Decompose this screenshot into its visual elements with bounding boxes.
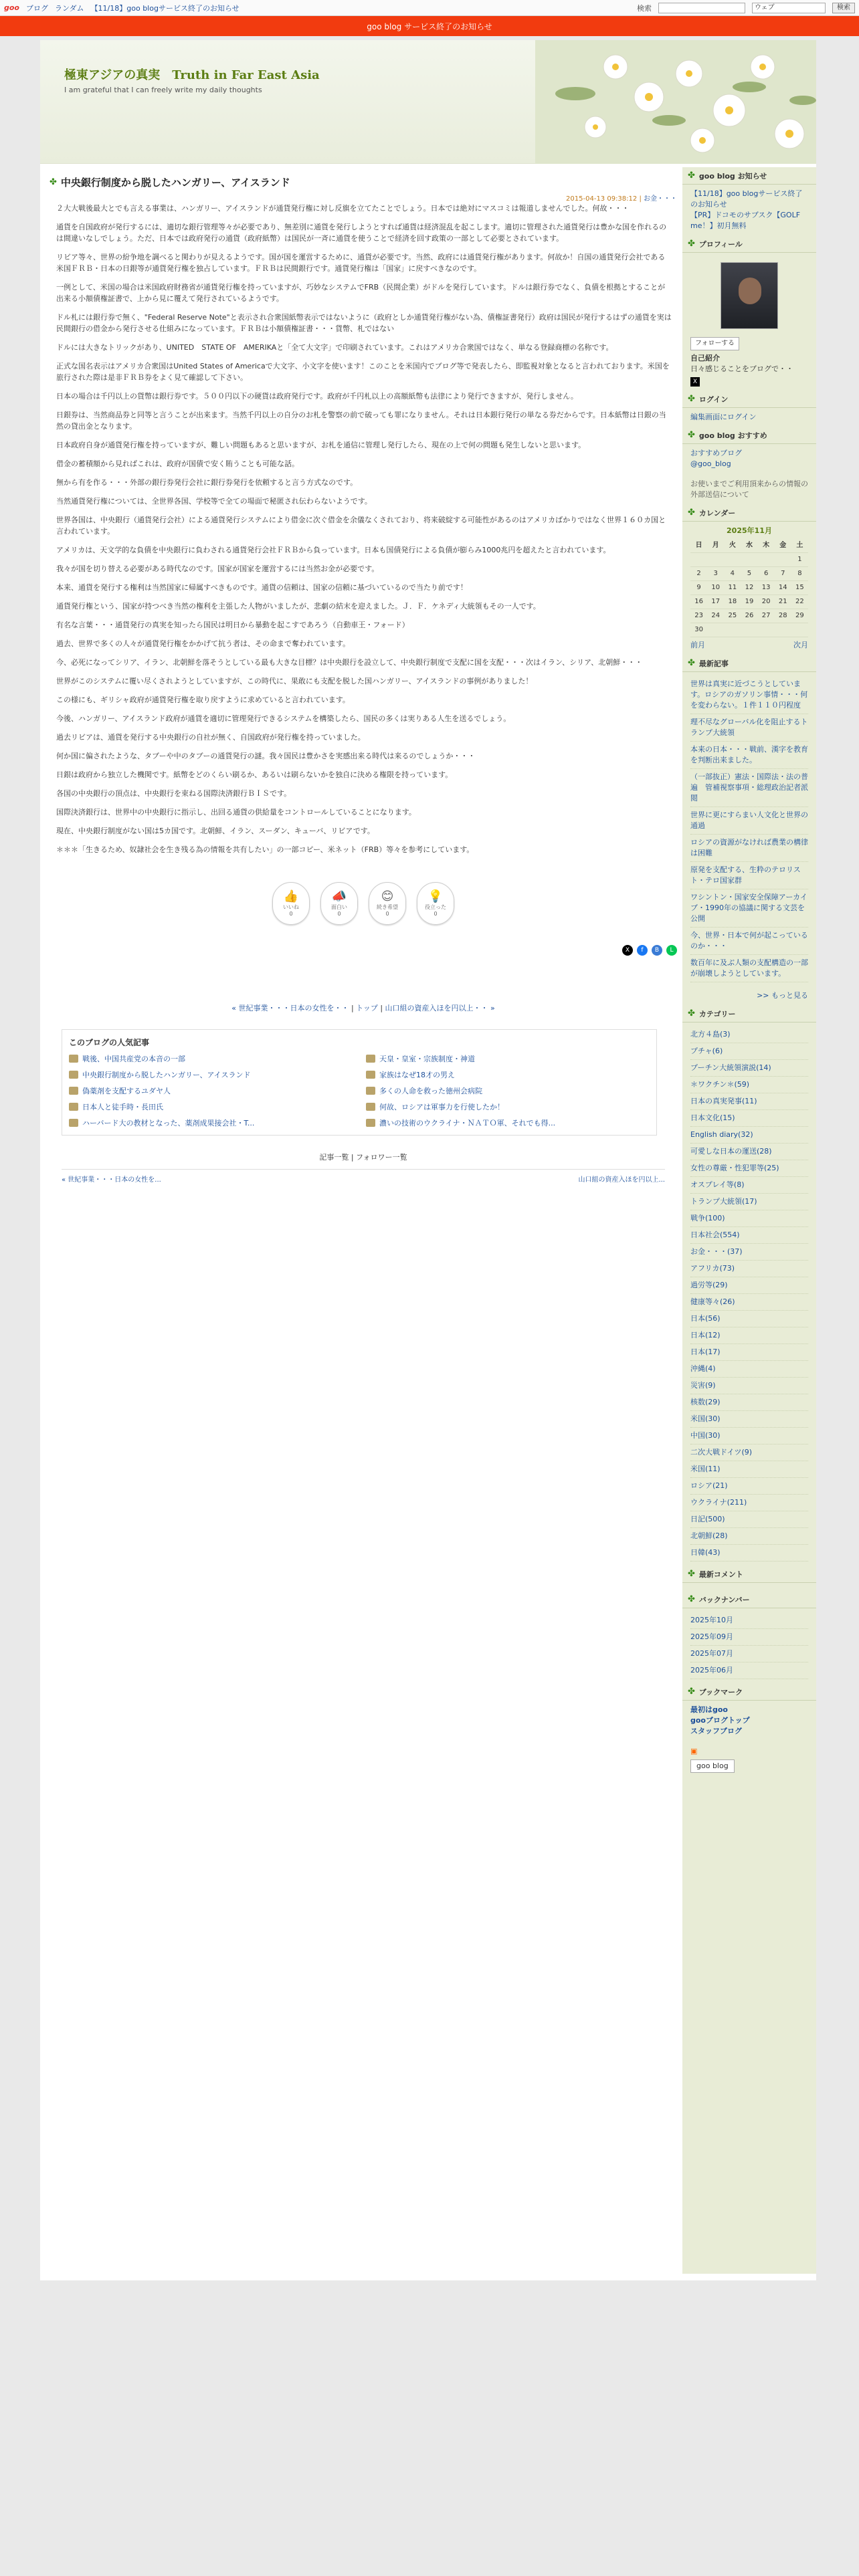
footer-links[interactable]: 記事一覧 | フォロワー一覧	[319, 1153, 407, 1162]
calendar-week	[690, 581, 808, 595]
calendar-day[interactable]: 17	[707, 595, 724, 609]
calendar-day[interactable]: 4	[724, 567, 741, 581]
popular-item[interactable]	[366, 1053, 650, 1064]
popular-item[interactable]	[69, 1069, 353, 1080]
search-scope-select[interactable]: ウェブ	[752, 3, 826, 13]
post-paragraph: 世界がこのシステムに覆い尽くされようとしていますが、この時代に、果敢にも支配を脱した国ハンガリー、アイスランドの事例がありました！	[56, 677, 533, 685]
reaction-button[interactable]	[417, 882, 454, 925]
recent-more-link[interactable]: >> もっと見る	[757, 991, 808, 1000]
profile-section	[682, 253, 816, 391]
sidebar-heading-bookmark	[682, 1683, 816, 1701]
bookmark-link[interactable]: スタッフブログ	[690, 1727, 742, 1735]
category-link[interactable]: ウクライナ(211)	[690, 1495, 808, 1511]
sidebar-heading-recommend	[682, 427, 816, 444]
calendar-day[interactable]: 11	[724, 581, 741, 595]
calendar-day[interactable]: 13	[758, 581, 775, 595]
reaction-count: 0	[385, 911, 389, 917]
post-paragraph: 現在、中央銀行制度がない国は5カ国です。北朝鮮、イラン、スーダン、キューバ、リビアです。	[56, 827, 375, 835]
popular-articles	[62, 1029, 657, 1136]
heading-text: ログイン	[698, 395, 729, 404]
calendar-weekday: 火	[724, 539, 741, 553]
calendar-days	[690, 553, 808, 637]
popular-item-link[interactable]: 中央銀行制度から脱したハンガリー、アイスランド	[82, 1071, 251, 1079]
share-buttons	[45, 945, 681, 956]
clover-icon: ✤	[688, 1687, 695, 1697]
popular-item[interactable]	[366, 1101, 650, 1112]
facebook-share-icon[interactable]: f	[637, 945, 648, 956]
clover-icon: ✤	[688, 508, 695, 518]
calendar-day[interactable]: 28	[775, 609, 791, 623]
follow-button[interactable]: フォローする	[690, 337, 739, 350]
backnumber-link[interactable]: 2025年09月	[690, 1629, 808, 1646]
reaction-button[interactable]	[369, 882, 406, 925]
post-paragraph: 日銀は政府から独立した機関です。紙幣をどのくらい刷るか、あるいは刷らないかを独自に決める権限を持っています。	[56, 770, 453, 779]
footer-prev-link[interactable]: « 世紀事業・・・日本の女性を...	[62, 1176, 161, 1184]
sidebar-heading-profile	[682, 235, 816, 253]
thumbnail-icon	[69, 1087, 78, 1095]
calendar-day[interactable]: 27	[758, 609, 775, 623]
popular-item[interactable]	[69, 1085, 353, 1096]
calendar-day[interactable]: 9	[690, 581, 707, 595]
popular-item-link[interactable]: 天皇・皇室・宗族制度・神道	[379, 1055, 475, 1063]
thumbnail-icon	[366, 1119, 375, 1127]
backnumber-list	[682, 1608, 816, 1683]
reaction-icon: 👍	[283, 889, 299, 903]
notice-item[interactable]: 【11/18】goo blogサービス終了のお知らせ	[690, 189, 803, 209]
recent-article-link[interactable]: ロシアの資源がなければ農業の構律は困難	[690, 835, 808, 862]
clover-icon: ✤	[688, 239, 695, 249]
search-button[interactable]: 検索	[832, 3, 855, 13]
post-paragraph: 正式な国名表示はアメリカ合衆国はUnited States of Americaで大文字、小文字を使います！このことを米国内でブログ等で発表したら、即監視対象となると言われております。米国を旅行された際は是非ＦＲＢ券をよく見て確認して下さい。	[56, 362, 670, 382]
heading-text: ブックマーク	[698, 1687, 743, 1697]
calendar-weekday: 金	[775, 539, 791, 553]
reaction-label: 続き希望	[377, 904, 398, 910]
reaction-label: 面白い	[331, 904, 347, 910]
topbar-link-random[interactable]: ランダム	[55, 3, 84, 13]
calendar-weekday: 月	[707, 539, 724, 553]
calendar-day[interactable]: 3	[707, 567, 724, 581]
category-link[interactable]: 日本(17)	[690, 1344, 808, 1361]
post-paragraph: 過去、世界で多くの人々が通貨発行権をかかげて抗う者は、その命まで奪われています。	[56, 639, 351, 648]
reaction-count: 0	[434, 911, 438, 917]
line-share-icon[interactable]: L	[666, 945, 677, 956]
popular-item-link[interactable]: 偽薬剤を支配するユダヤ人	[82, 1087, 171, 1095]
calendar	[682, 522, 816, 655]
sidebar-heading-category	[682, 1005, 816, 1023]
thumbnail-icon	[366, 1103, 375, 1111]
post-paragraph: 無から有を作る・・・外部の銀行券発行会社に銀行券発行を依頼すると言う方式なのです。	[56, 478, 358, 487]
sidebar-heading-login	[682, 391, 816, 408]
calendar-week	[690, 609, 808, 623]
thumbnail-icon	[366, 1055, 375, 1063]
recommend-section	[682, 444, 816, 504]
footer-next-link[interactable]: 山口組の資産入ほを円以上...	[578, 1176, 665, 1184]
recent-article-link[interactable]: 世界に更にすらまい人文化と世界の通過	[690, 807, 808, 835]
category-link[interactable]: 北方４島(3)	[690, 1027, 808, 1043]
post-paragraph: 本来、通貨を発行する権利は当然国家に帰属すべきものです。通貨の信頼は、国家の信頼に基づいているので当たり前です！	[56, 583, 468, 592]
post-paragraph: 過去リビアは、通貨を発行する中央銀行の自社が無く、自国政府が発行権を持っていました。	[56, 733, 365, 742]
calendar-day[interactable]: 14	[775, 581, 791, 595]
post-title[interactable]: 中央銀行制度から脱したハンガリー、アイスランド	[60, 176, 290, 189]
post-header	[50, 174, 681, 190]
calendar-day[interactable]: 29	[791, 609, 808, 623]
heading-text: カレンダー	[698, 508, 736, 518]
header-flower-image	[535, 40, 816, 164]
bookmark-section	[682, 1701, 816, 1780]
recent-article-link[interactable]: 世界は真実に近づこうとしています。ロシアのガソリン事情・・・何を変わらない。１件１１０円程度	[690, 676, 808, 714]
category-link[interactable]: 日本社会(554)	[690, 1227, 808, 1244]
calendar-day[interactable]: 19	[741, 595, 757, 609]
post-paragraph: 通貨発行権という、国家が持つべき当然の権利を主張した人物がいましたが、悲劇の結末を迎えました。Ｊ．Ｆ．ケネディ大統領もその一人です。	[56, 602, 541, 611]
reaction-buttons	[45, 882, 681, 925]
topbar-link-blog[interactable]: ブログ	[26, 3, 48, 13]
reaction-label: 役立った	[425, 904, 446, 910]
category-link[interactable]: 中国(30)	[690, 1428, 808, 1444]
heading-text: カテゴリー	[698, 1009, 736, 1018]
heading-text: 最新記事	[698, 659, 729, 668]
notice-list	[682, 185, 816, 235]
backnumber-link[interactable]: 2025年07月	[690, 1646, 808, 1662]
clover-icon: ✤	[688, 658, 695, 668]
calendar-month: 2025年11月	[727, 526, 772, 535]
self-intro-text: 日々感じることをブログで・・	[690, 364, 793, 373]
popular-title: このブログの人気記事	[69, 1038, 150, 1047]
calendar-nav	[690, 640, 808, 651]
calendar-day	[775, 553, 791, 567]
calendar-day	[775, 623, 791, 637]
calendar-day	[707, 623, 724, 637]
post-paragraph: 通貨を自国政府が発行するには、適切な銀行管理等々が必要であり、無差別に通貨を発行しようとすれば通貨は経済混乱を起こします。適切に管理された通貨発行は豊かな国を作れるのは間違いなしでしょう。ただ、日本では政府発行の通貨（政府紙幣）は国民が一斉に通貨を使うことで経済を回す政策の一部として必要とされています。	[56, 223, 667, 243]
category-link[interactable]: 日本(56)	[690, 1311, 808, 1327]
sidebar-heading-notice	[682, 167, 816, 185]
goo-logo[interactable]: goo	[4, 3, 19, 12]
recent-article-link[interactable]: 数百年に及ぶ人類の支配構造の一部が崩壊しようとしています。	[690, 955, 808, 982]
popular-item-link[interactable]: 濃いの技術のウクライナ・ＮＡＴＯ軍、それでも得...	[379, 1119, 556, 1128]
clover-icon: ✤	[688, 1569, 695, 1579]
category-list	[682, 1023, 816, 1566]
calendar-weekday: 日	[690, 539, 707, 553]
calendar-day[interactable]: 15	[791, 581, 808, 595]
recent-article-link[interactable]: 今、世界・日本で何が起こっているのか・・・	[690, 928, 808, 955]
ad-notice[interactable]: お使いまでご利用頂来からの情報の外部送信について	[690, 479, 808, 499]
category-link[interactable]: 日本(12)	[690, 1327, 808, 1344]
clover-icon: ✤	[688, 171, 695, 181]
reaction-button[interactable]	[320, 882, 358, 925]
goo-blog-badge[interactable]: goo blog	[690, 1759, 735, 1773]
backnumber-link[interactable]: 2025年06月	[690, 1662, 808, 1679]
post-paragraph: 国際決済銀行は、世界中の中央銀行に指示し、出回る通貨の供給量をコントロールしていることになります。	[56, 808, 416, 817]
calendar-prev[interactable]: 前月	[690, 641, 705, 649]
calendar-day	[690, 553, 707, 567]
calendar-table	[690, 539, 808, 637]
calendar-day	[724, 623, 741, 637]
login-section	[682, 408, 816, 427]
post-paragraph: 一例として、米国の場合は米国政府財務省が通貨発行権を持っていますが、巧妙なシステムでFRB（民間企業）がドルを発行しています。ドルは銀行券でなく、負債を根拠とすることが出来る小額債権証書で、上から見に覆えて発行されているようです。	[56, 283, 666, 303]
notice-item[interactable]: 【PR】ドコモのサブスク【GOLF me！】初月無料	[690, 211, 801, 230]
post-paragraph: 今、必死になってシリア、イラン、北朝鮮を落そうとしている最も大きな目標？は中央銀行を設立して、中央銀行制度で支配に国を支配・・・次はイラン、シリア、北朝鮮・・・	[56, 658, 643, 667]
popular-item[interactable]	[69, 1101, 353, 1112]
category-link[interactable]: 災害(9)	[690, 1378, 808, 1394]
search-input[interactable]	[658, 3, 745, 13]
search-label: 検索	[637, 3, 652, 13]
popular-item-link[interactable]: 戦後、中国共産党の本音の一部	[82, 1055, 185, 1063]
self-intro-label: 自己紹介	[690, 354, 720, 362]
calendar-weekday: 水	[741, 539, 757, 553]
calendar-day[interactable]: 16	[690, 595, 707, 609]
sidebar-heading-comments	[682, 1566, 816, 1583]
post-paragraph: 何か国に偏されたような、タブーや中のタブーの通貨発行の謎。我々国民は豊かさを実感出来る時代は来るのでしょうか・・・	[56, 752, 476, 760]
calendar-day	[741, 623, 757, 637]
calendar-day[interactable]: 24	[707, 609, 724, 623]
category-link[interactable]: プーチン大統領演説(14)	[690, 1060, 808, 1077]
sidebar-heading-recent	[682, 655, 816, 672]
backnumber-link[interactable]: 2025年10月	[690, 1612, 808, 1629]
category-link[interactable]: 女性の尊厳・性犯罪等(25)	[690, 1160, 808, 1177]
popular-item[interactable]	[366, 1069, 650, 1080]
calendar-day[interactable]: 26	[741, 609, 757, 623]
thumbnail-icon	[366, 1071, 375, 1079]
category-link[interactable]: プチャ(6)	[690, 1043, 808, 1060]
category-link[interactable]: 日本の真実発事(11)	[690, 1093, 808, 1110]
thumbnail-icon	[69, 1071, 78, 1079]
post-date: 2015-04-13 09:38:12	[566, 195, 638, 203]
calendar-day	[707, 553, 724, 567]
calendar-day[interactable]: 22	[791, 595, 808, 609]
calendar-day[interactable]: 1	[791, 553, 808, 567]
category-link[interactable]: ロシア(21)	[690, 1478, 808, 1495]
category-link[interactable]: ＊ワクチン＊(59)	[690, 1077, 808, 1093]
top-link[interactable]: トップ	[356, 1004, 378, 1012]
recent-article-link[interactable]: 理不尽なグローバル化を阻止するトランプ大統領	[690, 714, 808, 742]
reaction-count: 0	[289, 911, 293, 917]
calendar-day[interactable]: 5	[741, 567, 757, 581]
category-link[interactable]: English diary(32)	[690, 1127, 808, 1144]
calendar-day[interactable]: 12	[741, 581, 757, 595]
reaction-icon: 😊	[381, 889, 394, 903]
category-link[interactable]: 北朝鮮(28)	[690, 1528, 808, 1545]
category-link[interactable]: 日記(500)	[690, 1511, 808, 1528]
calendar-day[interactable]: 20	[758, 595, 775, 609]
popular-item-link[interactable]: 何故、ロシアは軍事力を行使したか！	[379, 1103, 504, 1111]
popular-item[interactable]	[366, 1085, 650, 1096]
thumbnail-icon	[69, 1055, 78, 1063]
blog-title[interactable]: 極東アジアの真実 Truth in Far East Asia	[64, 68, 320, 82]
page-container	[40, 40, 816, 2280]
goo-blog-x-link[interactable]: @goo_blog	[690, 459, 731, 468]
clover-icon: ✤	[688, 1594, 695, 1604]
heading-text: 最新コメント	[698, 1570, 743, 1579]
popular-item-link[interactable]: 家族はなぜ18才の男え	[379, 1071, 455, 1079]
popular-item[interactable]	[69, 1117, 353, 1128]
post-paragraph: 我々が国を切り替える必要がある時代なのです。国家が国家を運営するには当然お金が必要です。	[56, 564, 379, 573]
post-paragraph: ドル札には銀行券で無く、"Federal Reserve Note"と表示され合衆国紙幣表示ではないように（政府としか通貨発行権がない為、債権証書発行）政府は国民が発行するはずの通貨を実は民間銀行の借金から発行させる仕組みになっています。ＦＲＢは小額債権証書・・・貨幣、札ではない	[56, 313, 672, 333]
calendar-day[interactable]: 30	[690, 623, 707, 637]
bookmark-link[interactable]: 最初はgoo	[690, 1705, 728, 1714]
category-link[interactable]: 日韓(43)	[690, 1545, 808, 1562]
post-paragraph: 借金の蓄積額から見ればこれは、政府が国債で安く賄うことも可能な話。	[56, 459, 299, 468]
heading-text: goo blog お知らせ	[698, 171, 767, 181]
calendar-week	[690, 623, 808, 637]
reaction-count: 0	[337, 911, 341, 917]
popular-item-link[interactable]: 多くの人命を救った徳州会病院	[379, 1087, 482, 1095]
next-post-link[interactable]: 山口組の資産入ほを円以上・・ »	[385, 1004, 495, 1012]
main-content	[45, 174, 681, 1184]
sidebar	[682, 167, 816, 2274]
calendar-day	[758, 553, 775, 567]
category-link[interactable]: 米国(30)	[690, 1411, 808, 1428]
calendar-day[interactable]: 10	[707, 581, 724, 595]
calendar-week	[690, 553, 808, 567]
calendar-day[interactable]: 18	[724, 595, 741, 609]
blog-header	[40, 40, 816, 164]
category-link[interactable]: 日本文化(15)	[690, 1110, 808, 1127]
category-link[interactable]: 可愛しな日本の運送(28)	[690, 1144, 808, 1160]
hatena-share-icon[interactable]: B	[652, 945, 662, 956]
category-link[interactable]: オスプレイ等(8)	[690, 1177, 808, 1194]
category-link[interactable]: 沖縄(4)	[690, 1361, 808, 1378]
calendar-day	[791, 623, 808, 637]
calendar-day[interactable]: 21	[775, 595, 791, 609]
recent-article-link[interactable]: ワシントン・国家安全保障アーカイブ・1990年の協議に関する文芸を公開	[690, 889, 808, 928]
login-link[interactable]: 編集画面にログイン	[690, 413, 757, 421]
recent-articles	[682, 672, 816, 986]
bookmark-link[interactable]: gooブログトップ	[690, 1716, 750, 1725]
post-meta: 2015-04-13 09:38:12 | お金・・・	[566, 195, 677, 203]
post-paragraph: 日銀券は、当然商品券と同等と言うことが出来ます。当然千円以上の自分のお札を警察の前で破っても罪になりません。それは日本銀行発行の単なる券だからです。日本紙幣は日銀の当然の貸出金となります。	[56, 411, 666, 431]
topbar-link-notice[interactable]: 【11/18】goo blogサービス終了のお知らせ	[90, 3, 240, 13]
recent-article-link[interactable]: （一部抜正）憲法・国際法・法の普遍 管補視察事項・総理政治記者派閲	[690, 769, 808, 807]
heading-text: バックナンバー	[698, 1595, 750, 1604]
category-link[interactable]: アフリカ(73)	[690, 1261, 808, 1277]
calendar-next[interactable]: 次月	[793, 641, 808, 649]
popular-item-link[interactable]: ハーバード大の教材となった、薬剤成果接会社・T...	[82, 1119, 255, 1128]
clover-icon: ✤	[50, 177, 57, 187]
thumbnail-icon	[366, 1087, 375, 1095]
thumbnail-icon	[69, 1103, 78, 1111]
calendar-weekday: 木	[758, 539, 775, 553]
calendar-day[interactable]: 6	[758, 567, 775, 581]
reaction-icon: 📣	[331, 889, 347, 903]
sidebar-heading-backnumber	[682, 1591, 816, 1608]
top-navigation-bar	[0, 0, 859, 16]
post-paragraph: この様にも、ギリシャ政府が通貨発行権を取り戻すように求めていると言われています。	[56, 695, 350, 704]
category-link[interactable]: お金・・・(37)	[690, 1244, 808, 1261]
post-paragraph: 日本政府自身が通貨発行権を持っていますが、難しい問題もあると思いますが、お札を通信に管理し発行したら、現在の上で何の問題も発生しないと思います。	[56, 441, 586, 449]
category-link[interactable]: 米国(11)	[690, 1461, 808, 1478]
calendar-weekdays	[690, 539, 808, 553]
clover-icon: ✤	[688, 1008, 695, 1018]
post-paragraph: 世界各国は、中央銀行（通貨発行会社）による通貨発行システムにより借金に次ぐ借金を余儀なくされており、将来破綻する可能性があるのはアメリカばかりではなく世界１６０カ国と言われています。	[56, 516, 666, 536]
popular-item-link[interactable]: 日本人と徒手時・長田氏	[82, 1103, 163, 1111]
blog-tagline: I am grateful that I can freely write my daily thoughts	[64, 86, 262, 94]
reaction-button[interactable]	[272, 882, 310, 925]
reaction-icon: 💡	[427, 889, 444, 903]
post-paragraph: 有名な言葉・・・通貨発行の真実を知ったら国民は明日から暴動を起こすであろう（自動車王・フォード）	[56, 621, 409, 629]
prev-post-link[interactable]: « 世紀事業・・・日本の女性を・・	[231, 1004, 349, 1012]
announcement-link[interactable]: goo blog サービス終了のお知らせ	[367, 21, 492, 31]
footer-pager	[62, 1169, 665, 1184]
category-link[interactable]: 過労等(29)	[690, 1277, 808, 1294]
post-paragraph: ＊＊＊「生きるため、奴隷社会を生き残る為の情報を共有したい」の一部コピー、米ネット（FRB）等々を参考にしています。	[56, 845, 474, 854]
post-category-link[interactable]: お金・・・	[644, 195, 677, 203]
post-paragraph: ２大大戦後最大とでも言える事業は、ハンガリー、アイスランドが通貨発行権に対し反旗を立てたことでしょう。日本では絶対にマスコミは報道しませんでした。何故・・・	[56, 204, 630, 213]
rss-icon[interactable]: ▣	[690, 1747, 698, 1755]
calendar-weekday: 土	[791, 539, 808, 553]
announcement-bar	[0, 16, 859, 36]
comments-section	[682, 1583, 816, 1591]
x-share-icon[interactable]: X	[622, 945, 633, 956]
x-icon[interactable]: X	[690, 377, 700, 387]
calendar-day[interactable]: 23	[690, 609, 707, 623]
popular-list	[69, 1053, 650, 1128]
category-link[interactable]: 健康等々(26)	[690, 1294, 808, 1311]
category-link[interactable]: 核数(29)	[690, 1394, 808, 1411]
post-paragraph: 今後、ハンガリー、アイスランド政府が通貨を適切に管理発行できるシステムを構築したら、国民の多くは実りある人生を送るでしょう。	[56, 714, 511, 723]
category-link[interactable]: トランプ大統領(17)	[690, 1194, 808, 1210]
thumbnail-icon	[69, 1119, 78, 1127]
post-navigation: « 世紀事業・・・日本の女性を・・ | トップ | 山口組の資産入ほを円以上・・ »	[231, 1004, 495, 1012]
post-paragraph: 当然通貨発行権については、全世界各国、学校等で全ての場面で秘匿され伝わらないようです。	[56, 497, 372, 506]
avatar[interactable]	[721, 262, 778, 329]
calendar-day[interactable]: 2	[690, 567, 707, 581]
heading-text: プロフィール	[698, 239, 743, 249]
reaction-label: いいね	[283, 904, 299, 910]
category-link[interactable]: 二次大戦ドイツ(9)	[690, 1444, 808, 1461]
calendar-day	[741, 553, 757, 567]
heading-text: goo blog おすすめ	[698, 431, 767, 440]
post-paragraph: 日本の場合は千円以上の貨幣は銀行券です。５００円以下の硬貨は政府発行です。政府が千円札以上の高額紙幣も法律により発行できますが、発行しません。	[56, 392, 578, 401]
calendar-week	[690, 595, 808, 609]
calendar-day[interactable]: 8	[791, 567, 808, 581]
calendar-day[interactable]: 7	[775, 567, 791, 581]
clover-icon: ✤	[688, 394, 695, 404]
calendar-day[interactable]: 25	[724, 609, 741, 623]
sidebar-heading-calendar	[682, 504, 816, 522]
popular-item[interactable]	[69, 1053, 353, 1064]
post-paragraph: リビア等々、世界の紛争地を調べると関わりが見えるようです。国が国を運営するために、通貨が必要です。当然、政府には通貨発行権があります。何故か！自国の通貨発行会社である米国ＦＲＢ・日本の日銀等が通貨発行権を独占しています。ＦＲＢは民間銀行です。通貨発行権は「国家」に戻すべきなのです。	[56, 253, 666, 273]
popular-item[interactable]	[366, 1117, 650, 1128]
category-link[interactable]: 戦争(100)	[690, 1210, 808, 1227]
clover-icon: ✤	[688, 430, 695, 440]
post-paragraph: 各国の中央銀行の頂点は、中央銀行を束ねる国際決済銀行ＢＩＳです。	[56, 789, 292, 798]
calendar-day	[724, 553, 741, 567]
post-body	[45, 203, 681, 855]
recent-article-link[interactable]: 原発を支配する、生粋のテロリスト・テロ国家群	[690, 862, 808, 889]
calendar-week	[690, 567, 808, 581]
recommend-link[interactable]: おすすめブログ	[690, 449, 743, 457]
recent-article-link[interactable]: 本来の日本・・・戦前、漢字を教育を判断出来ました。	[690, 742, 808, 769]
post-paragraph: アメリカは、天文学的な負債を中央銀行に負わされる通貨発行会社ＦＲＢから負っています。日本も国債発行による負債が膨らみ1000兆円を超えたと言われています。	[56, 546, 611, 554]
calendar-day	[758, 623, 775, 637]
post-paragraph: ドルには大きなトリックがあり、UNITED STATE OF AMERIKAと「全て大文字」で印刷されています。これはアメリカ合衆国ではなく、単なる登録商標の名称です。	[56, 343, 613, 352]
